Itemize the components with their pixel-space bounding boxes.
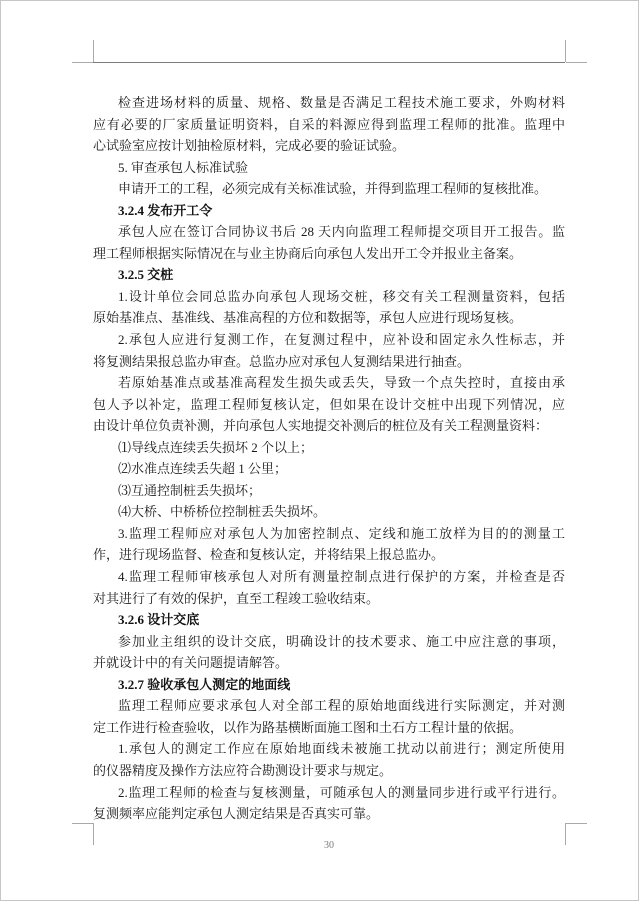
text-line: 1.承包人的测定工作应在原始地面线未被施工扰动以前进行；测定所使用 [118, 741, 565, 757]
text-line: 2.监理工程师的检查与复核测量，可随承包人的测量同步进行或平行进行。 [118, 784, 565, 800]
text-line: ⑶互通控制桩丢失损坏； [118, 482, 262, 498]
paragraph [93, 631, 565, 674]
paragraph [93, 523, 565, 566]
crop-mark-bottom-right-horizontal [566, 823, 587, 824]
text-line: 承包人应在签订合同协议书后 28 天内向监理工程师提交项目开工报告。监 [118, 224, 565, 240]
paragraph [93, 178, 565, 200]
body-text [93, 92, 565, 825]
crop-mark-top-left-horizontal [72, 62, 93, 63]
list-item [93, 501, 565, 523]
text-line: ⑵水准点连续丢失超 1 公里； [118, 461, 288, 477]
paragraph [93, 286, 565, 329]
list-item [93, 480, 565, 502]
section-3-2-4 [93, 200, 565, 265]
section-heading: 3.2.5 交桩 [118, 267, 174, 283]
text-line: 2.承包人应进行复测工作，在复测过程中，应补设和固定永久性标志，并 [118, 332, 565, 348]
paragraph [93, 372, 565, 437]
paragraph [93, 157, 565, 179]
text-line: 检查进场材料的质量、规格、数量是否满足工程技术施工要求，外购材料 [118, 95, 565, 110]
paragraph [93, 782, 565, 825]
text-line: 监理工程师应要求承包人对全部工程的原始地面线进行实际测定，并对测 [118, 698, 565, 714]
paragraph [93, 695, 565, 738]
text-line: 并就设计中的有关问题提请解答。 [93, 655, 289, 671]
text-line: 申请开工的工程，必须完成有关标准试验，并得到监理工程师的复核批准。 [118, 181, 548, 197]
text-line: 复测频率应能判定承包人测定结果是否真实可靠。 [93, 806, 380, 822]
text-line: 包人予以补定，监理工程师复核认定，但如果在设计交桩中出现下列情况，应 [93, 396, 565, 412]
text-line: 心试验室应按计划抽检原材料，完成必要的验证试验。 [93, 138, 406, 154]
crop-mark-top-right-vertical [565, 40, 566, 62]
section-heading: 3.2.6 设计交底 [118, 612, 200, 628]
section-heading: 3.2.4 发布开工令 [118, 202, 213, 218]
text-line: 若原始基准点或基准高程发生损失或丢失，导致一个点失控时，直接由承 [118, 375, 565, 391]
section-3-2-6 [93, 609, 565, 674]
text-line: 原始基准点、基准线、基准高程的方位和数据等，承包人应进行现场复核。 [93, 310, 523, 326]
section-3-2-5 [93, 264, 565, 609]
text-line: 3.监理工程师应对承包人为加密控制点、定线和施工放样为目的的测量工 [118, 525, 565, 541]
text-line: 参加业主组织的设计交底，明确设计的技术要求、施工中应注意的事项， [118, 633, 565, 649]
text-line: 应有必要的厂家质量证明资料，自采的料源应得到监理工程师的批准。监理中 [93, 116, 565, 132]
crop-mark-top-left-vertical [93, 40, 94, 62]
list-item [93, 437, 565, 459]
text-line: ⑴导线点连续丢失损坏 2 个以上； [118, 439, 314, 455]
page-number: 30 [324, 840, 334, 851]
paragraph [93, 329, 565, 372]
text-line: 作，进行现场监督、检查和复核认定，并将结果上报总监办。 [93, 547, 445, 563]
crop-mark-bottom-left-horizontal [72, 823, 93, 824]
text-line: 由设计单位负责补测，并向承包人实地提交补测后的桩位及有关工程测量资料： [93, 418, 549, 434]
section-heading: 3.2.7 验收承包人测定的地面线 [118, 676, 291, 692]
list-item [93, 458, 565, 480]
paragraph [93, 738, 565, 781]
text-line: ⑷大桥、中桥桥位控制桩丢失损坏。 [118, 504, 327, 520]
text-line: 4.监理工程师审核承包人对所有测量控制点进行保护的方案，并检查是否 [118, 569, 565, 585]
paragraph [93, 221, 565, 264]
paragraph [93, 566, 565, 609]
text-line: 将复测结果报总监办审查。总监办应对承包人复测结果进行抽查。 [93, 353, 471, 369]
crop-mark-top-right-horizontal [566, 62, 587, 63]
text-line: 的仪器精度及操作方法应符合勘测设计要求与规定。 [93, 762, 393, 778]
text-line: 5. 审查承包人标准试验 [118, 159, 249, 175]
crop-mark-bottom-right-vertical [565, 823, 566, 845]
section-3-2-7 [93, 674, 565, 825]
text-line: 理工程师根据实际情况在与业主协商后向承包人发出开工令并报业主备案。 [93, 245, 523, 261]
paragraph [93, 92, 565, 157]
text-line: 定工作进行检查验收，以作为路基横断面施工图和土石方工程计量的依据。 [93, 719, 523, 735]
text-line: 对其进行了有效的保护，直至工程竣工验收结束。 [93, 590, 380, 606]
text-line: 1.设计单位会同总监办向承包人现场交桩，移交有关工程测量资料，包括 [118, 288, 565, 304]
header-rule [93, 62, 565, 63]
